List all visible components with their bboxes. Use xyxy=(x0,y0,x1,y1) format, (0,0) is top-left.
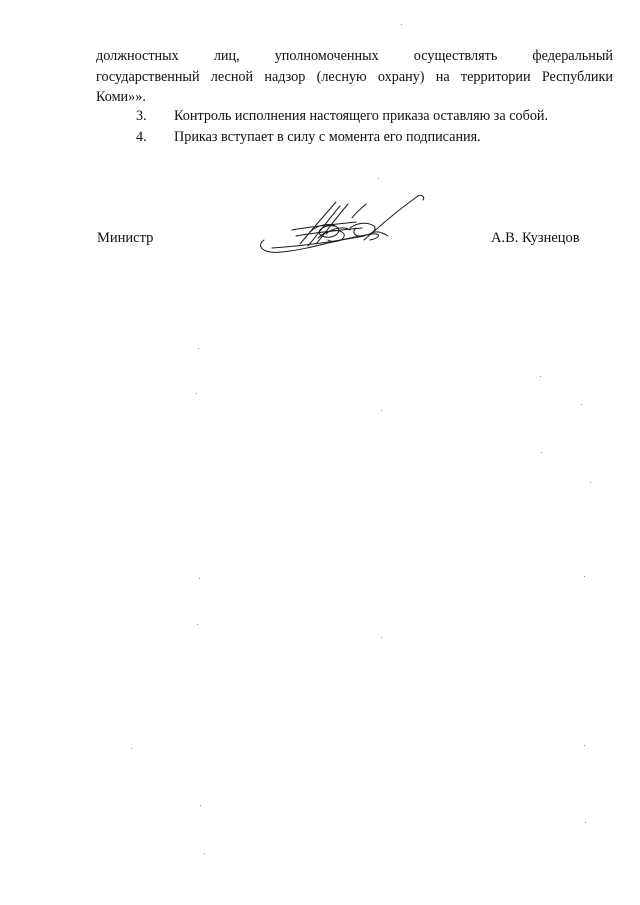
scan-speck xyxy=(198,348,199,349)
scan-speck xyxy=(131,748,132,749)
paragraph-line: государственный лесной надзор (лесную охрану) на территории Республики xyxy=(96,68,613,85)
continued-paragraph xyxy=(96,46,613,108)
scan-speck xyxy=(585,822,586,823)
item-number: 4. xyxy=(136,129,147,145)
scan-speck xyxy=(196,393,197,394)
item-text: Контроль исполнения настоящего приказа оставляю за собой. xyxy=(174,108,549,124)
scan-speck xyxy=(584,745,585,746)
signatory-name: А.В. Кузнецов xyxy=(491,230,580,246)
item-text: Приказ вступает в силу с момента его подписания. xyxy=(174,129,481,145)
paragraph-line: должностных лиц, уполномоченных осуществлять федеральный xyxy=(96,48,613,64)
scan-speck xyxy=(541,452,542,453)
handwritten-signature xyxy=(252,188,442,264)
scan-speck xyxy=(590,482,591,483)
scan-speck xyxy=(581,404,582,405)
scan-speck xyxy=(381,410,382,411)
paragraph-line: Коми»». xyxy=(96,89,146,105)
scan-speck xyxy=(197,624,198,625)
signatory-title: Министр xyxy=(97,230,154,246)
scan-speck xyxy=(584,576,585,577)
scan-speck xyxy=(199,578,200,579)
scan-speck xyxy=(540,376,541,377)
scan-speck xyxy=(381,637,382,638)
scan-speck xyxy=(204,853,205,854)
scan-speck xyxy=(200,805,201,806)
scan-speck xyxy=(401,24,402,25)
scan-speck xyxy=(378,178,379,179)
item-number: 3. xyxy=(136,108,147,124)
